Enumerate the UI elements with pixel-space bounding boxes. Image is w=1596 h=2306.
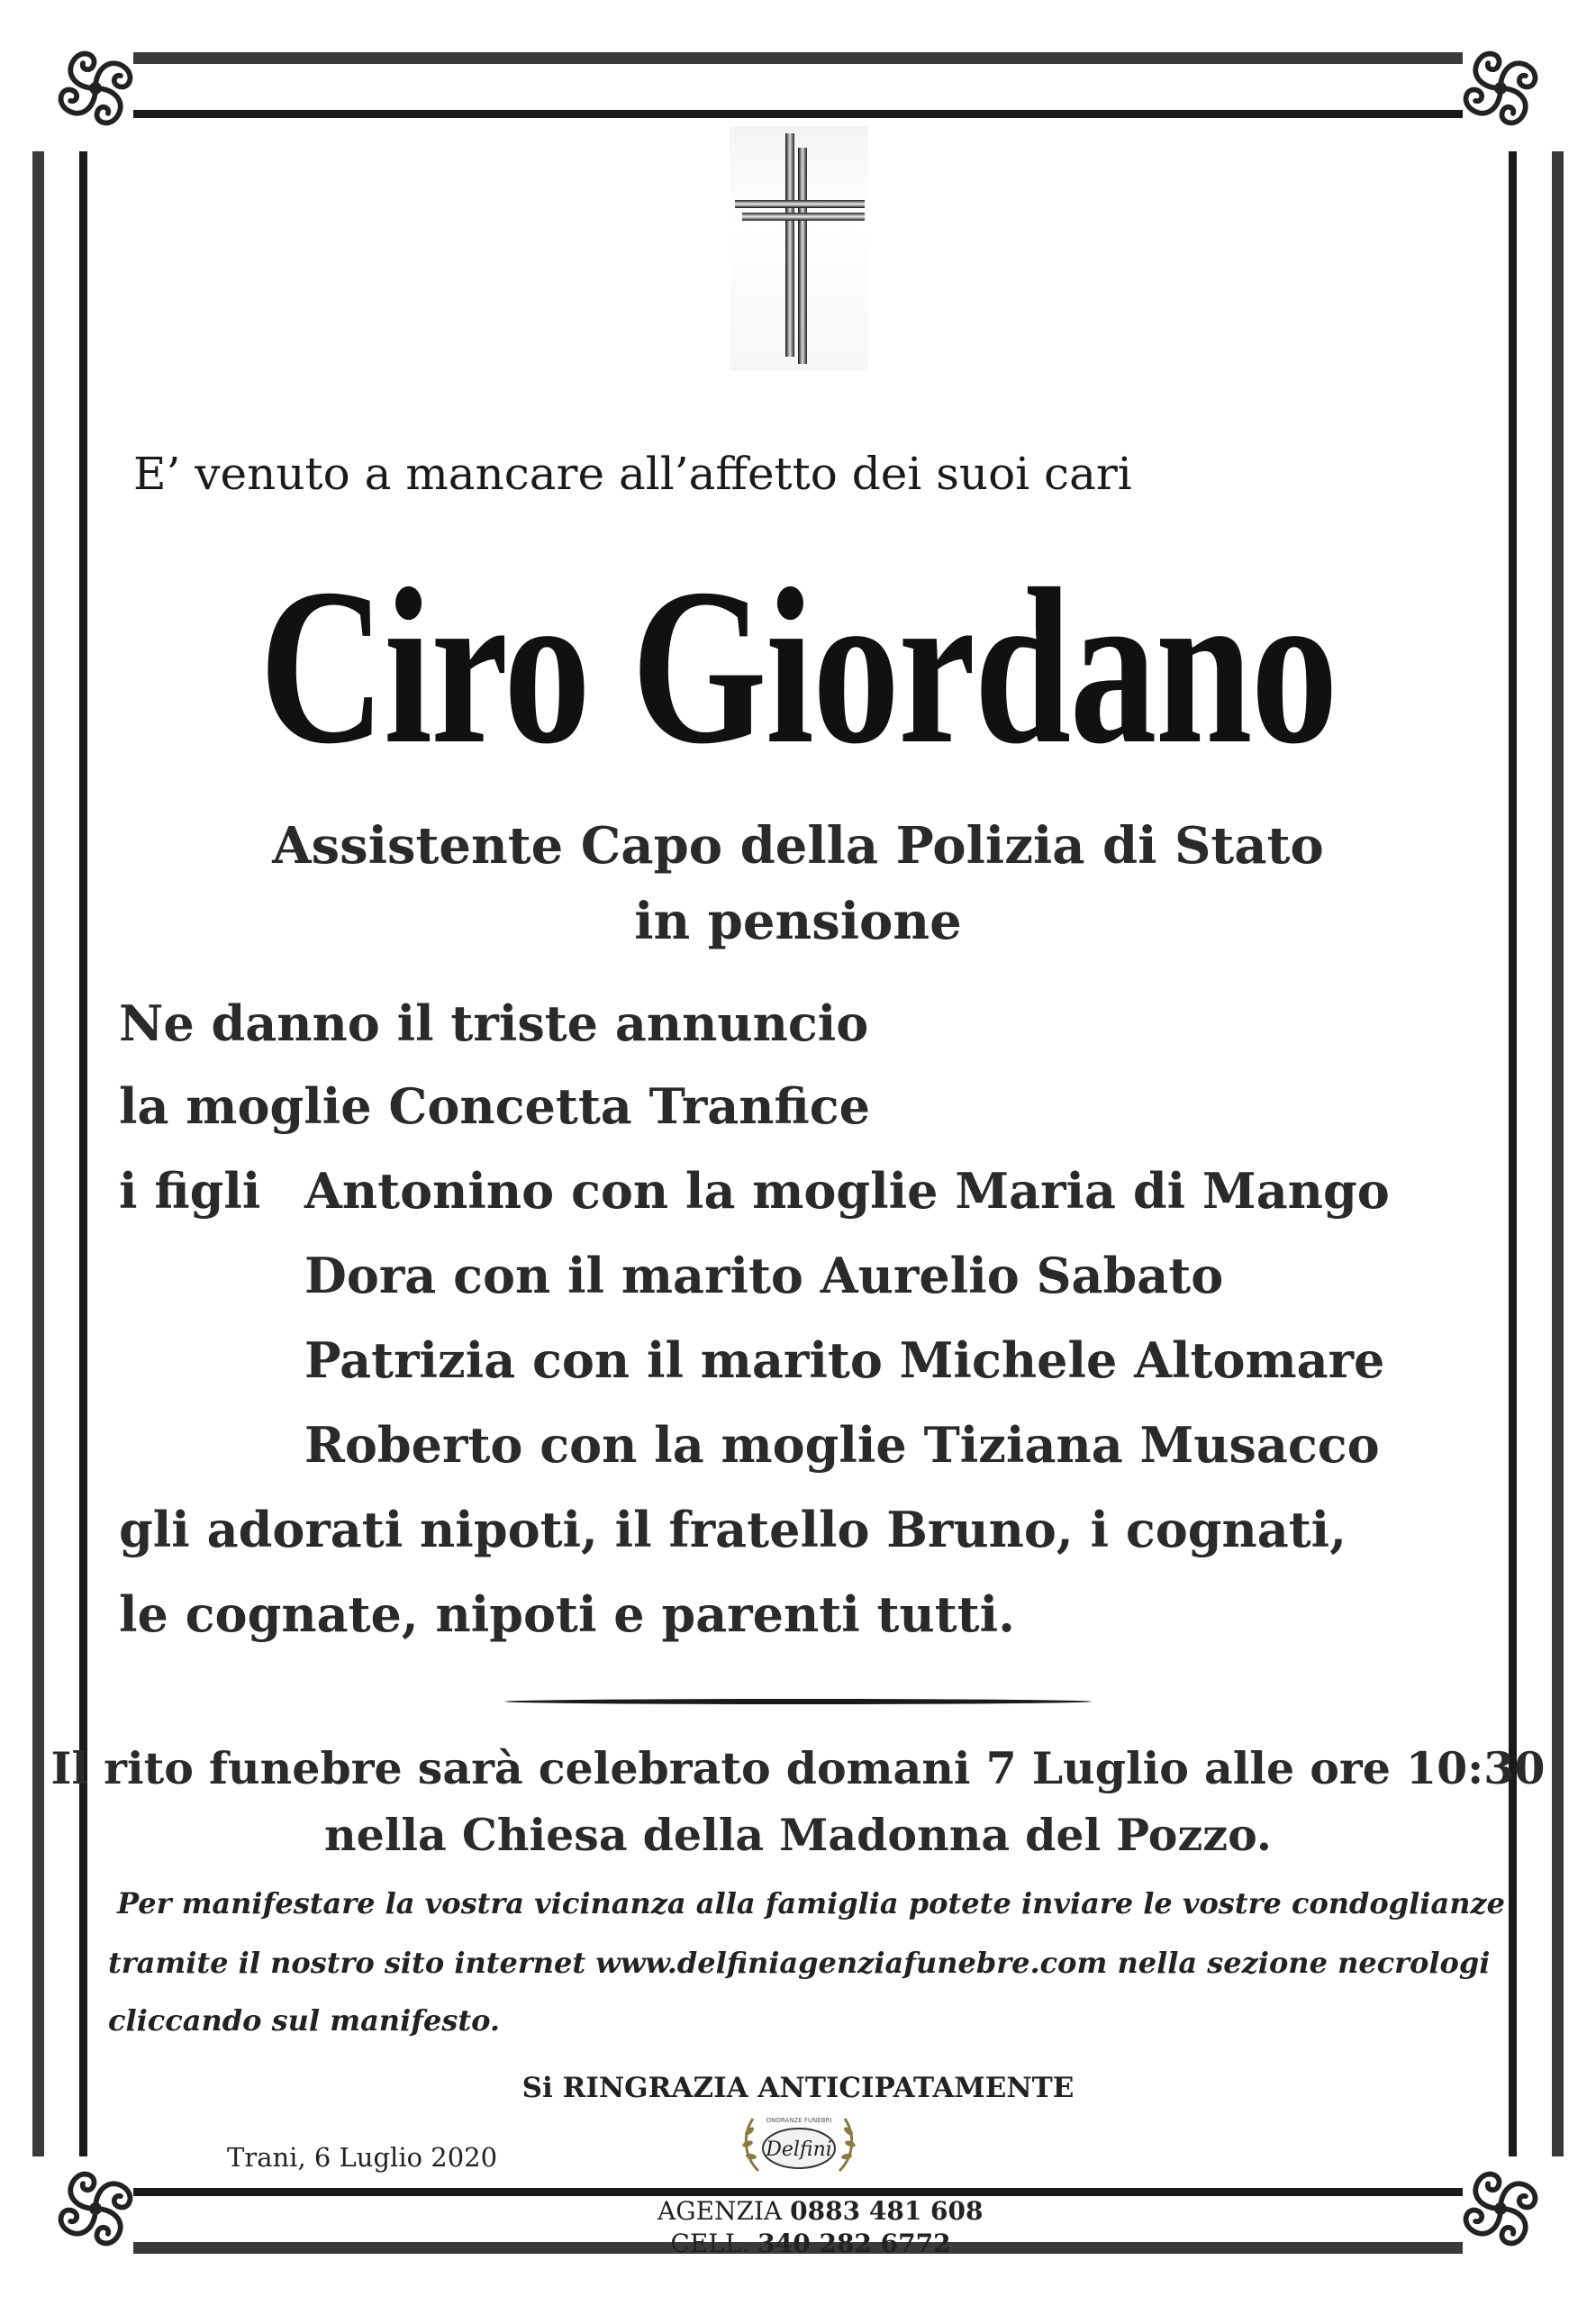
corner-ornament-bottom-left <box>43 2156 148 2261</box>
corner-ornament-bottom-right <box>1448 2156 1553 2261</box>
note-line-1: Per manifestare la vostra vicinanza alla famiglia potete inviare le vostre condoglianze <box>117 1886 1505 1920</box>
child-line: Patrizia con il marito Michele Altomare <box>304 1331 1385 1389</box>
role-line-2: in pensione <box>634 892 962 951</box>
agency-phone-number: 0883 481 608 <box>790 2196 984 2226</box>
note-line-2: tramite il nostro sito internet www.delfiniagenziafunebre.com nella sezione necrologi <box>108 1946 1491 1980</box>
announce-text: Ne danno il triste annuncio <box>119 994 869 1052</box>
agency-logo <box>731 2099 866 2189</box>
agency-cell <box>657 2229 964 2258</box>
thanks-text: Si RINGRAZIA ANTICIPATAMENTE <box>521 2072 1075 2104</box>
children-label: i figli <box>119 1162 261 1220</box>
child-line: Dora con il marito Aurelio Sabato <box>304 1247 1224 1304</box>
cross-panel <box>730 126 868 371</box>
deceased-name: Ciro Giordano <box>258 542 1337 790</box>
agency-phone-label: AGENZIA <box>657 2196 783 2226</box>
relatives-line-2: le cognate, nipoti e parenti tutti. <box>119 1585 1015 1643</box>
note-line-3: cliccando sul manifesto. <box>108 2003 501 2038</box>
agency-cell-number: 340 282 6772 <box>757 2229 951 2258</box>
corner-ornament-top-right <box>1448 36 1553 141</box>
date-place: Trani, 6 Luglio 2020 <box>227 2142 498 2173</box>
rite-line-1: Il rito funebre sarà celebrato domani 7 Luglio alle ore 10:30 <box>50 1742 1546 1794</box>
agency-phone <box>657 2196 984 2226</box>
relatives-line-1: gli adorati nipoti, il fratello Bruno, i cognati, <box>119 1501 1347 1558</box>
role-line-1: Assistente Capo della Polizia di Stato <box>272 816 1324 876</box>
wife-text: la moglie Concetta Tranfice <box>119 1077 871 1135</box>
agency-cell-label: CELL. <box>670 2229 750 2258</box>
logo-top-text: ONORANZE FUNEBRI <box>766 2117 832 2124</box>
intro-text: E’ venuto a mancare all’affetto dei suoi cari <box>133 448 1132 500</box>
corner-ornament-top-left <box>43 36 148 141</box>
logo-name: Delfini <box>766 2138 832 2161</box>
cross-icon <box>730 126 868 371</box>
inner-border <box>79 110 1517 2196</box>
child-line: Antonino con la moglie Maria di Mango <box>304 1162 1390 1220</box>
child-line: Roberto con la moglie Tiziana Musacco <box>304 1416 1380 1474</box>
divider-line <box>504 1699 1092 1704</box>
rite-line-2: nella Chiesa della Madonna del Pozzo. <box>324 1809 1272 1861</box>
